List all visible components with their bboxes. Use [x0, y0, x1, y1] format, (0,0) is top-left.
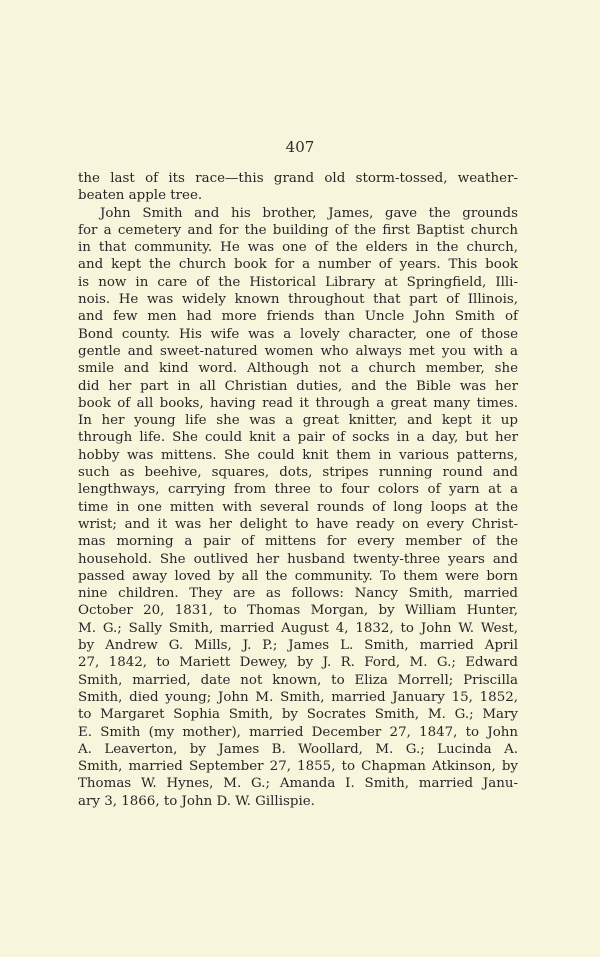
- text-line: Smith, died young; John M. Smith, married January 15, 1852,: [78, 689, 518, 705]
- text-line: Bond county. His wife was a lovely character, one of those: [78, 326, 518, 342]
- text-line: Smith, married September 27, 1855, to Chapman Atkinson, by: [78, 759, 518, 775]
- text-line: A. Leaverton, by James B. Woollard, M. G.; Lucinda A.: [78, 741, 518, 757]
- text-line: gentle and sweet-natured women who always met you with a: [78, 343, 518, 359]
- text-line: is now in care of the Historical Library at Springfield, Illi-: [78, 274, 518, 290]
- text-line: book of all books, having read it through a great many times.: [78, 395, 518, 411]
- text-line: did her part in all Christian duties, and the Bible was her: [78, 378, 518, 394]
- text-line: In her young life she was a great knitter, and kept it up: [78, 413, 518, 429]
- text-line: to Margaret Sophia Smith, by Socrates Smith, M. G.; Mary: [78, 707, 518, 723]
- text-line: in that community. He was one of the elders in the church,: [78, 240, 518, 256]
- text-line: 27, 1842, to Mariett Dewey, by J. R. Ford, M. G.; Edward: [78, 655, 518, 671]
- text-line: mas morning a pair of mittens for every member of the: [78, 534, 518, 550]
- body-text: [78, 170, 518, 810]
- page-number: 407: [285, 138, 315, 156]
- text-line: time in one mitten with several rounds of long loops at the: [78, 499, 518, 515]
- text-line: Thomas W. Hynes, M. G.; Amanda I. Smith, married Janu-: [78, 776, 518, 792]
- text-line: such as beehive, squares, dots, stripes running round and: [78, 465, 518, 481]
- text-line: hobby was mittens. She could knit them in various patterns,: [78, 447, 518, 463]
- text-line: lengthways, carrying from three to four colors of yarn at a: [78, 482, 518, 498]
- text-line: nois. He was widely known throughout that part of Illinois,: [78, 292, 518, 308]
- text-line: and few men had more friends than Uncle John Smith of: [78, 309, 518, 325]
- text-line: Smith, married, date not known, to Eliza Morrell; Priscilla: [78, 672, 518, 688]
- text-line: and kept the church book for a number of years. This book: [78, 257, 518, 273]
- text-line: for a cemetery and for the building of the first Baptist church: [78, 222, 518, 238]
- text-line: John Smith and his brother, James, gave the grounds: [100, 205, 518, 221]
- text-line: M. G.; Sally Smith, married August 4, 1832, to John W. West,: [78, 620, 518, 636]
- text-line: household. She outlived her husband twenty-three years and: [78, 551, 518, 567]
- text-line: beaten apple tree.: [78, 188, 203, 204]
- text-line: through life. She could knit a pair of socks in a day, but her: [78, 430, 518, 446]
- text-line: wrist; and it was her delight to have ready on every Christ-: [78, 516, 518, 532]
- text-line: by Andrew G. Mills, J. P.; James L. Smith, married April: [78, 638, 518, 654]
- text-line: E. Smith (my mother), married December 27, 1847, to John: [78, 724, 518, 740]
- text-line: smile and kind word. Although not a church member, she: [78, 361, 518, 377]
- text-line: October 20, 1831, to Thomas Morgan, by William Hunter,: [78, 603, 518, 619]
- text-line: passed away loved by all the community. To them were born: [78, 568, 518, 584]
- text-line: ary 3, 1866, to John D. W. Gillispie.: [78, 793, 315, 809]
- text-line: the last of its race—this grand old storm-tossed, weather-: [78, 171, 518, 186]
- text-line: nine children. They are as follows: Nancy Smith, married: [78, 586, 518, 602]
